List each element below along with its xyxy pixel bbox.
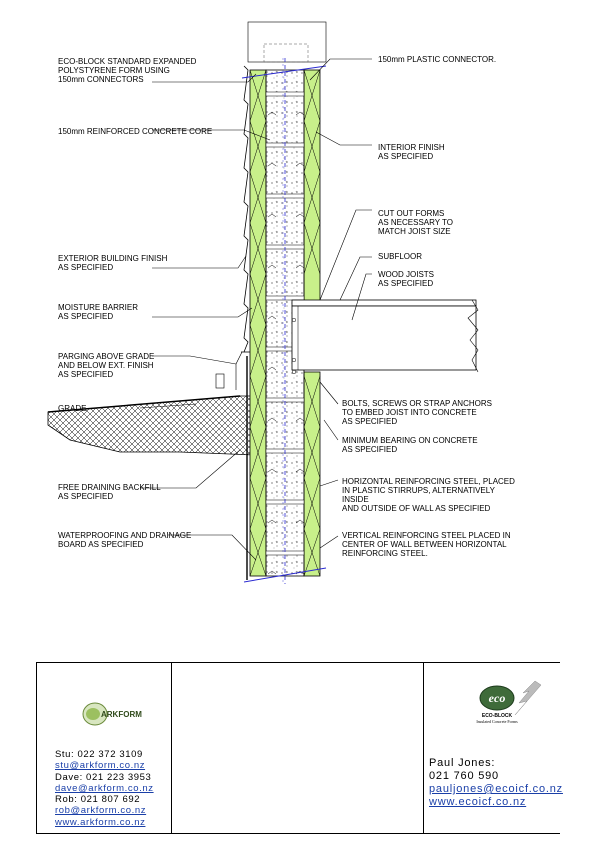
arkform-contacts [55, 749, 154, 828]
label-waterproofing: WATERPROOFING AND DRAINAGE BOARD AS SPECIFIED [58, 531, 192, 549]
foam-interior-upper [304, 70, 320, 306]
arkform-contact-dave-email[interactable]: dave@arkform.co.nz [55, 782, 154, 794]
ecoicf-contacts [429, 757, 563, 809]
label-concrete-core: 150mm REINFORCED CONCRETE CORE [58, 127, 213, 136]
wood-joist [292, 306, 476, 370]
arkform-contact-dave-phone: Dave: 021 223 3953 [55, 771, 152, 783]
exterior-siding [244, 66, 248, 352]
ecoicf-contact-email[interactable]: pauljones@ecoicf.co.nz [429, 783, 563, 795]
ecoicf-logo [463, 679, 543, 727]
label-parging: PARGING ABOVE GRADE AND BELOW EXT. FINISH AS SPECIFIED [58, 352, 155, 379]
label-eco-block-form: ECO-BLOCK STANDARD EXPANDED POLYSTYRENE FORM USING 150mm CONNECTORS [58, 57, 197, 84]
arkform-contact-stu-phone: Stu: 022 372 3109 [55, 749, 143, 760]
svg-text:Insulated Concrete Forms: Insulated Concrete Forms [476, 719, 518, 724]
subfloor [292, 300, 476, 306]
label-exterior-finish: EXTERIOR BUILDING FINISH AS SPECIFIED [58, 254, 168, 272]
label-min-bearing: MINIMUM BEARING ON CONCRETE AS SPECIFIED [342, 436, 478, 454]
form-top-outline [248, 22, 326, 62]
svg-text:eco: eco [488, 691, 506, 705]
svg-text:ARKFORM: ARKFORM [101, 710, 142, 719]
ecoicf-contact-name: Paul Jones: [429, 757, 496, 769]
ecoicf-contact-phone: 021 760 590 [429, 770, 499, 782]
label-backfill: FREE DRAINING BACKFILL AS SPECIFIED [58, 483, 161, 501]
ecoicf-website-link[interactable]: www.ecoicf.co.nz [429, 796, 527, 808]
label-cut-out-forms: CUT OUT FORMS AS NECESSARY TO MATCH JOIST SIZE [378, 209, 453, 236]
label-moisture-barrier: MOISTURE BARRIER AS SPECIFIED [58, 303, 139, 321]
label-vert-steel: VERTICAL REINFORCING STEEL PLACED IN CENTER OF WALL BETWEEN HORIZONTAL REINFORCING STEEL. [342, 531, 511, 558]
label-horiz-steel: HORIZONTAL REINFORCING STEEL, PLACED IN PLASTIC STIRRUPS, ALTERNATIVELY INSIDE AND OUTSIDE OF WALL AS SPECIFIED [342, 477, 515, 513]
label-subfloor: SUBFLOOR [378, 252, 423, 261]
foam-interior-lower [304, 372, 320, 576]
label-interior-finish: INTERIOR FINISH AS SPECIFIED [378, 143, 445, 161]
arkform-website-link[interactable]: www.arkform.co.nz [55, 816, 146, 828]
title-block [36, 662, 563, 834]
title-block-divider-2 [423, 663, 424, 833]
title-block-divider-1 [171, 663, 172, 833]
arkform-contact-stu-email[interactable]: stu@arkform.co.nz [55, 760, 146, 772]
svg-text:ECO-BLOCK: ECO-BLOCK [481, 713, 513, 719]
label-bolts: BOLTS, SCREWS OR STRAP ANCHORS TO EMBED JOIST INTO CONCRETE AS SPECIFIED [342, 399, 492, 426]
arkform-contact-rob-phone: Rob: 021 807 692 [55, 794, 141, 806]
arkform-logo [77, 699, 142, 729]
label-grade: GRADE [58, 404, 87, 413]
label-plastic-connector: 150mm PLASTIC CONNECTOR. [378, 55, 497, 64]
arkform-contact-rob-email[interactable]: rob@arkform.co.nz [55, 805, 147, 817]
label-wood-joists: WOOD JOISTS AS SPECIFIED [378, 270, 434, 288]
